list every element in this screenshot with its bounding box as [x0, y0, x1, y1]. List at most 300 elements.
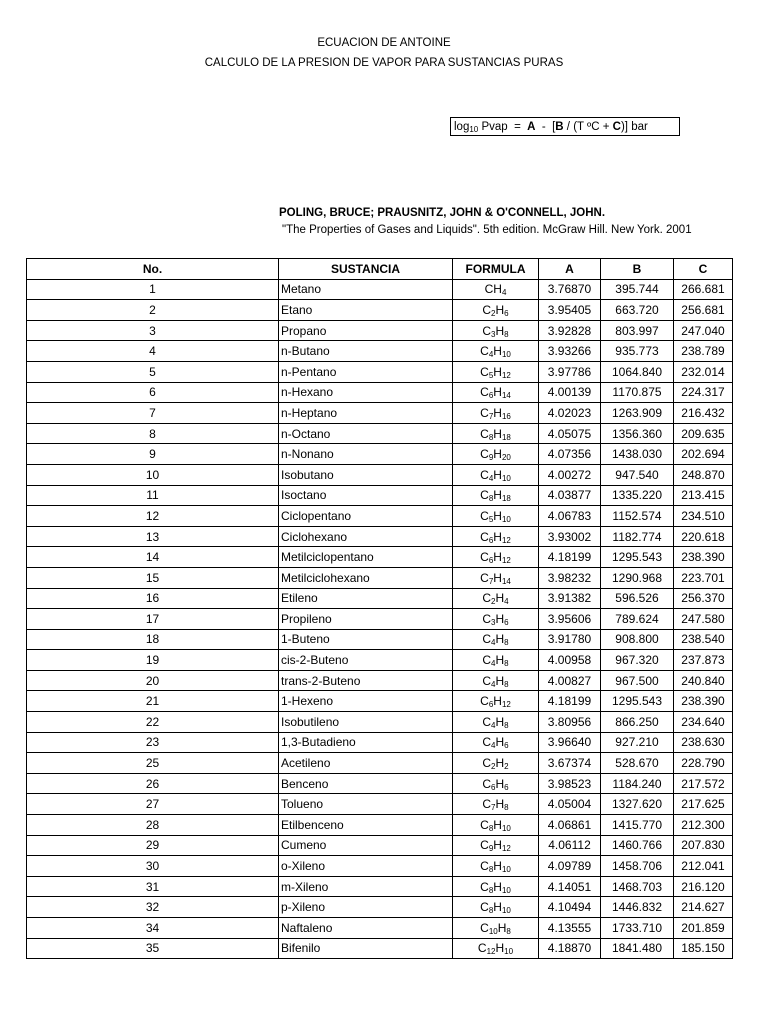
cell-sustancia: Propano: [279, 320, 453, 341]
cell-sustancia: cis-2-Buteno: [279, 650, 453, 671]
cell-c: 248.870: [674, 464, 733, 485]
cell-formula: [453, 897, 539, 918]
cell-no: 7: [27, 403, 279, 424]
cell-b: 927.210: [601, 732, 674, 753]
formula-element: C: [480, 508, 489, 523]
cell-a: 3.96640: [539, 732, 601, 753]
formula-subscript: 8: [488, 906, 494, 916]
formula-element: C: [482, 632, 492, 647]
cell-sustancia: n-Heptano: [279, 403, 453, 424]
formula-subscript: 7: [491, 803, 496, 813]
cell-b: 1841.480: [601, 938, 674, 959]
cell-no: 11: [27, 485, 279, 506]
table-row: [27, 691, 733, 712]
cell-c: 238.630: [674, 732, 733, 753]
formula-subscript: 12: [486, 947, 496, 957]
formula-subscript: 10: [501, 514, 511, 524]
formula-subscript: 10: [501, 823, 511, 833]
cell-sustancia: p-Xileno: [279, 897, 453, 918]
cell-b: 1446.832: [601, 897, 674, 918]
cell-c: 185.150: [674, 938, 733, 959]
cell-no: 34: [27, 918, 279, 939]
formula-subscript: 8: [504, 803, 509, 813]
cell-no: 16: [27, 588, 279, 609]
cell-a: 4.00827: [539, 670, 601, 691]
formula-element: H: [495, 653, 505, 668]
formula-subscript: 6: [491, 782, 496, 792]
formula-element: C: [482, 776, 492, 791]
cell-sustancia: Ciclohexano: [279, 526, 453, 547]
cell-a: 3.76870: [539, 279, 601, 300]
cell-b: 908.800: [601, 629, 674, 650]
cell-a: 4.06861: [539, 815, 601, 836]
formula-element: H: [493, 570, 502, 585]
cell-sustancia: Isobutano: [279, 464, 453, 485]
formula-subscript: 4: [488, 350, 494, 360]
formula-element: H: [495, 323, 505, 338]
table-row: [27, 897, 733, 918]
header-c: C: [674, 259, 733, 280]
formula-element: H: [493, 385, 502, 400]
cell-sustancia: Isobutileno: [279, 712, 453, 733]
formula-element: H: [493, 426, 502, 441]
table-row: [27, 876, 733, 897]
formula-element: H: [495, 941, 505, 956]
cell-a: 4.07356: [539, 444, 601, 465]
equation-mid1: - [: [535, 121, 556, 133]
table-row: [27, 464, 733, 485]
formula-element: H: [493, 364, 502, 379]
cell-no: 29: [27, 835, 279, 856]
cell-a: 4.18199: [539, 691, 601, 712]
table-row: [27, 403, 733, 424]
table-row: [27, 588, 733, 609]
cell-no: 14: [27, 547, 279, 568]
reference-authors: POLING, BRUCE; PRAUSNITZ, JOHN & O'CONNELL, JOHN.: [279, 207, 606, 219]
cell-b: 967.320: [601, 650, 674, 671]
cell-a: 3.93266: [539, 341, 601, 362]
formula-subscript: 12: [501, 844, 511, 854]
formula-element: H: [495, 302, 505, 317]
cell-formula: [453, 691, 539, 712]
equation-mid2: / (T ºC +: [563, 121, 613, 133]
formula-element: H: [495, 714, 505, 729]
header-no: No.: [27, 259, 279, 280]
cell-c: 238.390: [674, 547, 733, 568]
cell-c: 237.873: [674, 650, 733, 671]
formula-subscript: 5: [488, 370, 494, 380]
formula-element: C: [480, 920, 489, 935]
table-row: [27, 835, 733, 856]
cell-c: 214.627: [674, 897, 733, 918]
formula-element: H: [493, 817, 502, 832]
formula-subscript: 2: [504, 762, 509, 772]
formula-subscript: 8: [504, 659, 509, 669]
table-row: [27, 444, 733, 465]
cell-a: 4.18199: [539, 547, 601, 568]
formula-element: H: [497, 920, 507, 935]
cell-c: 201.859: [674, 918, 733, 939]
table-row: [27, 773, 733, 794]
formula-subscript: 4: [491, 679, 496, 689]
cell-b: 528.670: [601, 753, 674, 774]
cell-b: 803.997: [601, 320, 674, 341]
formula-element: C: [482, 591, 492, 606]
table-row: [27, 629, 733, 650]
formula-subscript: 4: [491, 741, 496, 751]
cell-a: 4.05075: [539, 423, 601, 444]
cell-b: 596.526: [601, 588, 674, 609]
cell-sustancia: n-Hexano: [279, 382, 453, 403]
cell-formula: [453, 856, 539, 877]
cell-no: 21: [27, 691, 279, 712]
cell-formula: [453, 732, 539, 753]
cell-c: 232.014: [674, 361, 733, 382]
table-row: [27, 712, 733, 733]
cell-c: 238.789: [674, 341, 733, 362]
cell-no: 22: [27, 712, 279, 733]
cell-no: 13: [27, 526, 279, 547]
cell-formula: [453, 320, 539, 341]
cell-no: 5: [27, 361, 279, 382]
table-row: [27, 526, 733, 547]
cell-formula: [453, 815, 539, 836]
formula-subscript: 18: [501, 432, 511, 442]
formula-element: C: [480, 550, 489, 565]
formula-element: C: [482, 673, 492, 688]
formula-element: C: [480, 900, 489, 915]
cell-no: 15: [27, 567, 279, 588]
formula-subscript: 8: [488, 494, 494, 504]
cell-b: 1064.840: [601, 361, 674, 382]
cell-b: 1295.543: [601, 547, 674, 568]
formula-element: C: [480, 426, 489, 441]
formula-element: C: [480, 838, 489, 853]
cell-formula: [453, 361, 539, 382]
cell-formula: [453, 423, 539, 444]
formula-element: H: [493, 900, 502, 915]
formula-subscript: 10: [501, 865, 511, 875]
cell-sustancia: Acetileno: [279, 753, 453, 774]
cell-b: 1184.240: [601, 773, 674, 794]
cell-c: 223.701: [674, 567, 733, 588]
cell-c: 224.317: [674, 382, 733, 403]
formula-subscript: 8: [504, 329, 509, 339]
cell-c: 266.681: [674, 279, 733, 300]
antoine-equation-box: [450, 117, 680, 136]
table-row: [27, 794, 733, 815]
formula-subscript: 8: [504, 679, 509, 689]
cell-sustancia: m-Xileno: [279, 876, 453, 897]
document-subtitle: CALCULO DE LA PRESION DE VAPOR PARA SUSTANCIAS PURAS: [204, 57, 564, 69]
formula-element: H: [493, 879, 502, 894]
cell-c: 216.120: [674, 876, 733, 897]
formula-element: H: [495, 797, 505, 812]
cell-b: 967.500: [601, 670, 674, 691]
cell-sustancia: Isoctano: [279, 485, 453, 506]
formula-subscript: 12: [501, 370, 511, 380]
formula-subscript: 7: [488, 576, 494, 586]
cell-sustancia: 1-Buteno: [279, 629, 453, 650]
formula-subscript: 6: [504, 741, 509, 751]
cell-no: 17: [27, 609, 279, 630]
cell-sustancia: Tolueno: [279, 794, 453, 815]
formula-subscript: 6: [504, 782, 509, 792]
cell-sustancia: trans-2-Buteno: [279, 670, 453, 691]
cell-a: 3.80956: [539, 712, 601, 733]
formula-element: H: [495, 673, 505, 688]
formula-element: H: [493, 282, 502, 297]
cell-a: 3.91780: [539, 629, 601, 650]
cell-a: 4.13555: [539, 918, 601, 939]
table-row: [27, 547, 733, 568]
formula-element: C: [480, 488, 489, 503]
cell-formula: [453, 341, 539, 362]
cell-sustancia: Bifenilo: [279, 938, 453, 959]
cell-b: 1415.770: [601, 815, 674, 836]
formula-subscript: 4: [501, 288, 507, 298]
cell-a: 3.91382: [539, 588, 601, 609]
cell-b: 1327.620: [601, 794, 674, 815]
cell-b: 1733.710: [601, 918, 674, 939]
cell-no: 1: [27, 279, 279, 300]
reference-book: "The Properties of Gases and Liquids". 5th edition. McGraw Hill. New York. 2001: [282, 224, 692, 236]
cell-sustancia: 1,3-Butadieno: [279, 732, 453, 753]
formula-subscript: 6: [488, 535, 494, 545]
cell-a: 3.92828: [539, 320, 601, 341]
cell-sustancia: Cumeno: [279, 835, 453, 856]
cell-a: 3.98232: [539, 567, 601, 588]
cell-no: 8: [27, 423, 279, 444]
formula-element: H: [495, 591, 505, 606]
table-row: [27, 609, 733, 630]
cell-a: 3.95606: [539, 609, 601, 630]
formula-subscript: 14: [501, 576, 511, 586]
equation-log: log: [454, 121, 470, 133]
cell-b: 1152.574: [601, 506, 674, 527]
cell-a: 3.67374: [539, 753, 601, 774]
table-body: [27, 279, 733, 959]
formula-element: H: [493, 550, 502, 565]
cell-formula: [453, 403, 539, 424]
cell-no: 26: [27, 773, 279, 794]
formula-element: H: [495, 776, 505, 791]
formula-subscript: 8: [488, 865, 494, 875]
formula-element: C: [482, 756, 492, 771]
cell-a: 3.93002: [539, 526, 601, 547]
cell-no: 18: [27, 629, 279, 650]
formula-element: H: [493, 344, 502, 359]
cell-c: 209.635: [674, 423, 733, 444]
cell-sustancia: n-Octano: [279, 423, 453, 444]
formula-element: H: [493, 838, 502, 853]
cell-b: 789.624: [601, 609, 674, 630]
cell-a: 4.02023: [539, 403, 601, 424]
cell-formula: [453, 464, 539, 485]
formula-element: C: [480, 859, 489, 874]
cell-no: 2: [27, 300, 279, 321]
formula-element: H: [493, 447, 502, 462]
cell-sustancia: Ciclopentano: [279, 506, 453, 527]
cell-sustancia: n-Butano: [279, 341, 453, 362]
formula-element: H: [493, 467, 502, 482]
formula-subscript: 4: [491, 638, 496, 648]
formula-element: C: [480, 817, 489, 832]
cell-c: 238.390: [674, 691, 733, 712]
cell-no: 23: [27, 732, 279, 753]
formula-subscript: 14: [501, 391, 511, 401]
formula-subscript: 8: [504, 720, 509, 730]
cell-c: 247.040: [674, 320, 733, 341]
formula-subscript: 10: [504, 947, 514, 957]
cell-b: 1460.766: [601, 835, 674, 856]
formula-subscript: 7: [488, 411, 494, 421]
cell-formula: [453, 547, 539, 568]
cell-no: 4: [27, 341, 279, 362]
cell-c: 212.300: [674, 815, 733, 836]
cell-formula: [453, 609, 539, 630]
cell-no: 28: [27, 815, 279, 836]
formula-element: C: [482, 653, 492, 668]
cell-sustancia: n-Nonano: [279, 444, 453, 465]
formula-subscript: 8: [488, 823, 494, 833]
formula-subscript: 10: [501, 885, 511, 895]
antoine-constants-table: [26, 258, 733, 959]
formula-subscript: 3: [491, 329, 496, 339]
formula-element: C: [480, 385, 489, 400]
cell-sustancia: Propileno: [279, 609, 453, 630]
formula-subscript: 6: [504, 617, 509, 627]
equation-tail: )] bar: [620, 121, 648, 133]
table-row: [27, 300, 733, 321]
formula-element: H: [495, 611, 505, 626]
cell-sustancia: Naftaleno: [279, 918, 453, 939]
cell-formula: [453, 485, 539, 506]
formula-element: C: [482, 735, 492, 750]
formula-subscript: 4: [491, 720, 496, 730]
formula-subscript: 3: [491, 617, 496, 627]
formula-subscript: 4: [491, 659, 496, 669]
cell-c: 234.640: [674, 712, 733, 733]
formula-subscript: 10: [501, 473, 511, 483]
cell-formula: [453, 506, 539, 527]
cell-formula: [453, 876, 539, 897]
cell-formula: [453, 712, 539, 733]
formula-element: C: [482, 302, 492, 317]
formula-element: H: [493, 859, 502, 874]
cell-b: 1356.360: [601, 423, 674, 444]
cell-a: 4.00272: [539, 464, 601, 485]
cell-b: 1458.706: [601, 856, 674, 877]
header-sustancia: SUSTANCIA: [279, 259, 453, 280]
formula-element: C: [482, 714, 492, 729]
formula-element: H: [495, 632, 505, 647]
cell-c: 228.790: [674, 753, 733, 774]
formula-element: H: [493, 694, 502, 709]
formula-subscript: 4: [488, 473, 494, 483]
cell-b: 1263.909: [601, 403, 674, 424]
cell-c: 234.510: [674, 506, 733, 527]
cell-no: 3: [27, 320, 279, 341]
cell-c: 256.681: [674, 300, 733, 321]
formula-element: C: [480, 364, 489, 379]
cell-b: 1335.220: [601, 485, 674, 506]
formula-subscript: 6: [488, 391, 494, 401]
cell-no: 35: [27, 938, 279, 959]
cell-a: 4.14051: [539, 876, 601, 897]
cell-no: 30: [27, 856, 279, 877]
formula-element: C: [480, 694, 489, 709]
cell-sustancia: o-Xileno: [279, 856, 453, 877]
table-row: [27, 670, 733, 691]
cell-sustancia: 1-Hexeno: [279, 691, 453, 712]
cell-no: 9: [27, 444, 279, 465]
table-row: [27, 856, 733, 877]
formula-element: C: [482, 611, 492, 626]
cell-a: 4.00139: [539, 382, 601, 403]
formula-subscript: 9: [488, 453, 494, 463]
cell-formula: [453, 629, 539, 650]
cell-formula: [453, 526, 539, 547]
table-row: [27, 485, 733, 506]
cell-no: 27: [27, 794, 279, 815]
cell-b: 947.540: [601, 464, 674, 485]
formula-subscript: 10: [488, 926, 498, 936]
cell-no: 12: [27, 506, 279, 527]
cell-formula: [453, 794, 539, 815]
formula-element: C: [480, 344, 489, 359]
cell-c: 202.694: [674, 444, 733, 465]
cell-c: 240.840: [674, 670, 733, 691]
cell-a: 4.06112: [539, 835, 601, 856]
formula-subscript: 12: [501, 535, 511, 545]
cell-c: 220.618: [674, 526, 733, 547]
table-row: [27, 650, 733, 671]
cell-c: 207.830: [674, 835, 733, 856]
table-row: [27, 753, 733, 774]
formula-subscript: 2: [491, 308, 496, 318]
formula-element: H: [493, 529, 502, 544]
cell-formula: [453, 444, 539, 465]
cell-b: 663.720: [601, 300, 674, 321]
cell-a: 4.06783: [539, 506, 601, 527]
equation-a: A: [527, 121, 536, 133]
cell-b: 1295.543: [601, 691, 674, 712]
table-row: [27, 382, 733, 403]
formula-subscript: 2: [491, 597, 496, 607]
formula-subscript: 6: [488, 700, 494, 710]
cell-formula: [453, 300, 539, 321]
cell-sustancia: Metilciclohexano: [279, 567, 453, 588]
formula-element: H: [495, 735, 505, 750]
cell-no: 20: [27, 670, 279, 691]
table-row: [27, 361, 733, 382]
cell-no: 25: [27, 753, 279, 774]
cell-a: 4.00958: [539, 650, 601, 671]
formula-subscript: 8: [488, 432, 494, 442]
formula-element: C: [480, 447, 489, 462]
formula-element: C: [482, 323, 492, 338]
formula-element: H: [495, 756, 505, 771]
cell-b: 395.744: [601, 279, 674, 300]
cell-formula: [453, 670, 539, 691]
header-a: A: [539, 259, 601, 280]
cell-b: 1182.774: [601, 526, 674, 547]
formula-element: C: [482, 797, 492, 812]
formula-element: C: [480, 467, 489, 482]
formula-element: H: [493, 405, 502, 420]
cell-c: 213.415: [674, 485, 733, 506]
